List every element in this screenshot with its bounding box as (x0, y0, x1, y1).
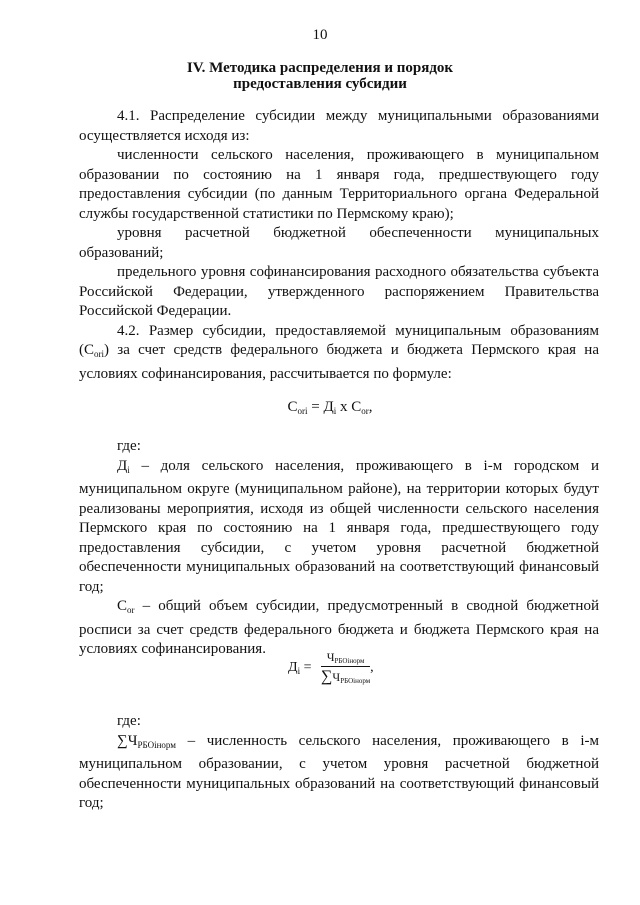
paragraph-4-1: 4.1. Распределение субсидии между муниципальными образованиями осуществляется исходя из: (79, 108, 599, 144)
formula-share-numerator (321, 650, 370, 667)
criterion-cofinancing-level: предельного уровня софинансирования расходного обязательства субъекта Российской Федерации, утвержденного распоряжением Правительства Российской Федерации. (79, 264, 599, 319)
definition-d-text: – доля сельского населения, проживающего в i-м городском и муниципальном округе (муниципальном районе), на территории которых будут реализованы мероприятия, исходя из общей численности сельского населения Пермского края по состоянию на 1 января года, предшествующего году предоставления субсидии, с учетом уровня расчетной бюджетной обеспеченности муниципальных образований на соответствующий финансовый год; (79, 457, 599, 595)
paragraph-4-2 (79, 322, 599, 385)
formula-symbol-c: С (287, 399, 298, 415)
paragraph-4-2-start: 4.2. Размер субсидии, предоставляемой муниципальным образованиям (С (79, 322, 599, 358)
formula-share-lhs-subscript: i (297, 666, 301, 677)
section-4-1-block (79, 107, 599, 384)
numerator-symbol: Ч (326, 650, 335, 664)
definition-d-i (79, 457, 599, 598)
formula-share-denominator (321, 667, 370, 686)
definition-sum-text: – численность сельского населения, проживающего в i-м муниципальном образовании, с учетом уровня расчетной бюджетной обеспеченности муниципальных образований на соответствующий финансовый год; (79, 732, 599, 811)
section-title (0, 60, 640, 92)
paragraph-4-2-end: ) за счет средств федерального бюджета и бюджета Пермского края на условиях софинансирования, рассчитывается по формуле: (79, 342, 599, 382)
formula-share-fraction (321, 650, 370, 686)
criterion-rural-population: численности сельского населения, проживающего в муниципальном образовании по состоянию на 1 января года, предшествующего году предоставления субсидии (по данным Территориального органа Федеральной службы государственной статистики по Пермскому краю); (79, 147, 599, 222)
page-number: 10 (312, 27, 328, 43)
formula-subscript-ori: ori (297, 406, 308, 416)
definition-sum-ch (79, 732, 599, 814)
where-label-1: где: (117, 438, 141, 454)
paragraph-4-2-subscript: ori (94, 349, 104, 359)
formula-subscript-or: or (361, 406, 369, 416)
formula-subscript-i: i (333, 406, 337, 416)
definition-sum-sigma: ∑ (117, 732, 128, 749)
definition-d-subscript: i (127, 464, 130, 475)
formula-share (288, 650, 374, 686)
definition-c-symbol: С (117, 598, 128, 614)
formula-subsidy-amount (0, 399, 640, 416)
numerator-subscript: РБОiнорм (334, 657, 365, 665)
denominator-subscript: РБОiнорм (340, 677, 371, 685)
definitions-block (79, 437, 599, 660)
criterion-budget-provision: уровня расчетной бюджетной обеспеченности муниципальных образований; (79, 225, 599, 261)
definition-sum-block (79, 712, 599, 814)
definition-c-text: – общий объем субсидии, предусмотренный в сводной бюджетной росписи за счет средств федерального бюджета и бюджета Пермского края на условиях софинансирования. (79, 598, 599, 657)
formula-symbol-d: = Д (307, 399, 334, 415)
definition-sum-symbol: Ч (127, 732, 138, 749)
formula-symbol-c-total: х С (336, 399, 362, 415)
where-label-2: где: (117, 713, 141, 729)
formula-share-lhs: Д (288, 660, 298, 676)
formula-share-comma: , (370, 660, 374, 676)
definition-d-symbol: Д (117, 457, 128, 474)
definition-sum-subscript: РБОiнорм (137, 739, 176, 750)
formula-share-equals: = (300, 660, 315, 676)
section-title-line-1: IV. Методика распределения и порядок (186, 60, 454, 76)
sigma-symbol: ∑ (320, 668, 333, 685)
section-title-line-2: предоставления субсидии (233, 76, 407, 92)
definition-c-subscript: or (127, 605, 135, 615)
denominator-symbol: Ч (332, 670, 341, 684)
formula-comma: , (368, 399, 373, 415)
